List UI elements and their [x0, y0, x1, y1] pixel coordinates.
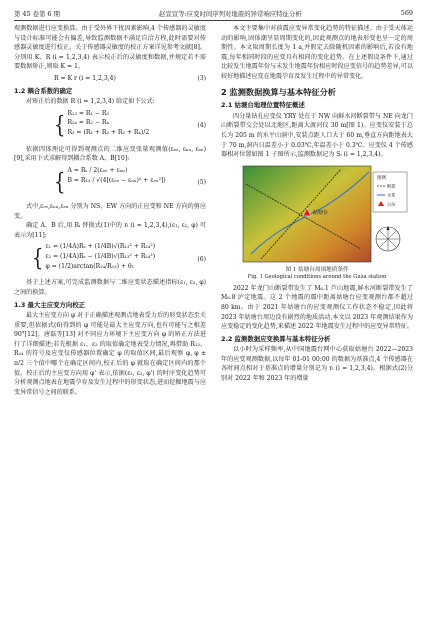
page-number: 569 [400, 9, 413, 17]
terrain-map [221, 164, 411, 264]
page-header [14, 6, 413, 21]
brace-symbol: { [54, 168, 66, 196]
paragraph: 式中,εₑₑ,εₙₙ,εₑₙ 分别为 NS、EW 方向的正应变和 NE 方向的剪应变。 [14, 202, 206, 220]
left-column [14, 24, 206, 397]
paragraph: 最大主应变方向 φ 对于正确描述观测点地表受力后的形变状态至关重要,但依据式(6)得到的 φ 可能是最大主应变方向,也有可能与之相差 90°[12]。唐磊等[13] 对不同应力环境下主应变方向 φ 的矫正方法进行了详细描述;若先根据 ε₁、ε₂ 的取值确定地表受力情况,再借助 R₁₃、R₂₄ 的符号及应变仪传感器位置确定 φ 的取值区间,最后观察 φ, φ ± π/2 三个值中哪个在确定区间内,校正后的 φ 就取在确定区间内的那个值。校正后的主应变方向用 φ' 表示,依据(ε₁, ε₂, φ') 的时序变化趋势可分析观测点地表在地震孕育及发生过程中的形变状态,进而挖掘地震与应变异常信号之间的联系。 [14, 312, 206, 396]
equation-body: R = K r (i = 1,2,3,4) [54, 74, 116, 82]
paragraph: 确定 A、B 后,用 Rᵢ 替换式(1)中的 rᵢ (i = 1,2,3,4),(ε₁, ε₂, φ) 可表示为[11]: [14, 222, 206, 239]
equation-line: ε₂ = (1/4A)Rₛ − (1/4B)√(R₁₃² + R₂₄²) [45, 252, 156, 260]
brace-symbol: { [54, 111, 66, 139]
equation-6 [14, 242, 206, 276]
station-label: 姑塘台 [313, 209, 329, 216]
equation-number: (6) [197, 255, 206, 263]
paragraph: 本文主要集中对前震应变异常变化趋势的特征描述。由于受天体运动的影响,固体潮呈显周期变化的,因此观测点的地表形变也呈一定的周期性。本文取周期长度为 1 a,并假定去除随机因素的影响后,若没有地震,每年相同时段的应变具有相同的变化趋势。在上述假设条件下,通过比较发生地震年份与未发生地震年份相应时段应变信号的趋势差异,可以较好地描述应变在地震孕育及发生过程中的异常变化。 [221, 25, 413, 80]
equation-line: ε₁ = (1/4A)Rₛ + (1/4B)√(R₁₃² + R₂₄²) [45, 243, 156, 251]
section-heading: 1.2 耦合系数的确定 [14, 86, 73, 95]
equation-3 [14, 74, 206, 84]
right-column [221, 24, 413, 384]
equation-line: A = Rₛ / 2(εₑₑ + εₙₙ) [67, 166, 128, 174]
paragraph: 依据四体理论可得到观测点的二维应变张量观测值(εₑₑ, εₙₙ, εₑₙ)[9],采用下式求解得到耦合系数 A、B[10]: [14, 145, 206, 163]
equation-number: (3) [197, 74, 206, 82]
figure-caption: 图 1 姑塘台周围地质条件 [285, 266, 349, 273]
section-heading: 1.3 最大主应变方向校正 [14, 300, 86, 309]
running-title: 赵宣宣等:应变时间序列对地震的异常响应特征分析 [158, 9, 302, 18]
figure-caption-english: Fig. 1 Geological conditions around the Guza station [247, 273, 387, 280]
equation-5 [14, 166, 206, 200]
legend-item: 断裂 [387, 183, 396, 189]
legend-item: 水系 [387, 192, 396, 198]
equation-line: B = R₁₃ / √(4[(εₑₑ − εₙₙ)² + εₑₙ²]) [67, 176, 166, 184]
equation-line: R₃ = (R₁ + R₃ + R₂ + R₄)/2 [67, 128, 150, 136]
section-heading: 2.1 姑塘台地理位置特征概述 [221, 101, 305, 110]
section-heading: 2.2 监测数据应变换算与基本特征分析 [221, 334, 331, 343]
equation-4 [14, 109, 206, 143]
section-heading: 2 监测数据换算与基本特征分析 [221, 86, 336, 97]
paragraph: 四分量钻孔应变仪 YRY 处在于 NW 向鲜水河断裂带与 NE 向龙门山断裂带交会处以北地区,距离大渡河仅 30 m[图 1)。应变仪安装于总长为 205 m 的水平山洞中,安装点距人口大于 60 m,垂直方向距地表大于 70 m,洞内日温差小于 0.03℃,年温差小于 0.3℃。应变仪 4 个传感器相对位置如图 1 子图所示,监测数据记为 Sᵢ (i = 1,2,3,4)。 [221, 112, 413, 159]
equation-number: (4) [197, 121, 206, 129]
equation-line: φ = (1/2)arctan(R₂₄/R₁₃) + θ₁ [45, 262, 135, 270]
paragraph: 以小时为采样频率,从中国地震台网中心获取姑塘台 2022—2023 年的应变观测数据,以每年 01-01 00:00 的数据为基准点,4 个传感器在各时间点相对于基准点的增量分别记为 rᵢ (i = 1,2,3,4)。根据式(2)分别对 2022 年和 2023 年的增量 [221, 346, 413, 383]
journal-volume: 第 45 卷第 6 期 [14, 9, 60, 18]
geology-map-figure [221, 164, 411, 264]
paragraph: 2022 年龙门山断裂带发生了 M₆.1 芦山地震,鲜水河断裂带发生了 M₆.8 泸定地震。这 2 个地震的震中距离姑塘台应变观测台都不超过 80 km。由于 2021 年姑塘台的应变观测仪工作状态不稳定,因此将 2023 年姑塘台周边没有剧烈的地质活动,本文以 2023 年观测结果作为应变稳定的变化趋势,来描述 2022 年地震发生过程中的应变异常特征。 [221, 284, 413, 331]
equation-line: R₁₃ = R₁ − R₃ [67, 109, 109, 117]
legend-item: 台站 [387, 201, 396, 207]
equation-line: R₂₄ = R₂ − R₄ [67, 119, 109, 127]
legend-title: 图例 [377, 175, 387, 181]
paragraph: 观测数据进行应变换算。由于受外界干扰因素影响,4 个传感器的灵敏度与设计标准可能会有偏差,导致监测数据不满足自洽方程,此时需要对传感器灵敏度进行校正。关于传感器灵敏度的校正方案详见参考文献[8]。分别用 K、R (i = 1,2,3,4) 表示校正后的灵敏度和数据,并规定若不需要数据矫正,则取 K = 1。 [14, 25, 206, 71]
equation-number: (5) [197, 179, 206, 187]
paragraph: 对矫正后的数据 R (i = 1,2,3,4) 给定如下公式: [26, 98, 155, 106]
brace-symbol: { [32, 245, 44, 273]
paragraph: 基于上述方案,可完成监测数据与二维应变状态描述指标(ε₁, ε₂, φ)之间的换算。 [14, 279, 206, 296]
